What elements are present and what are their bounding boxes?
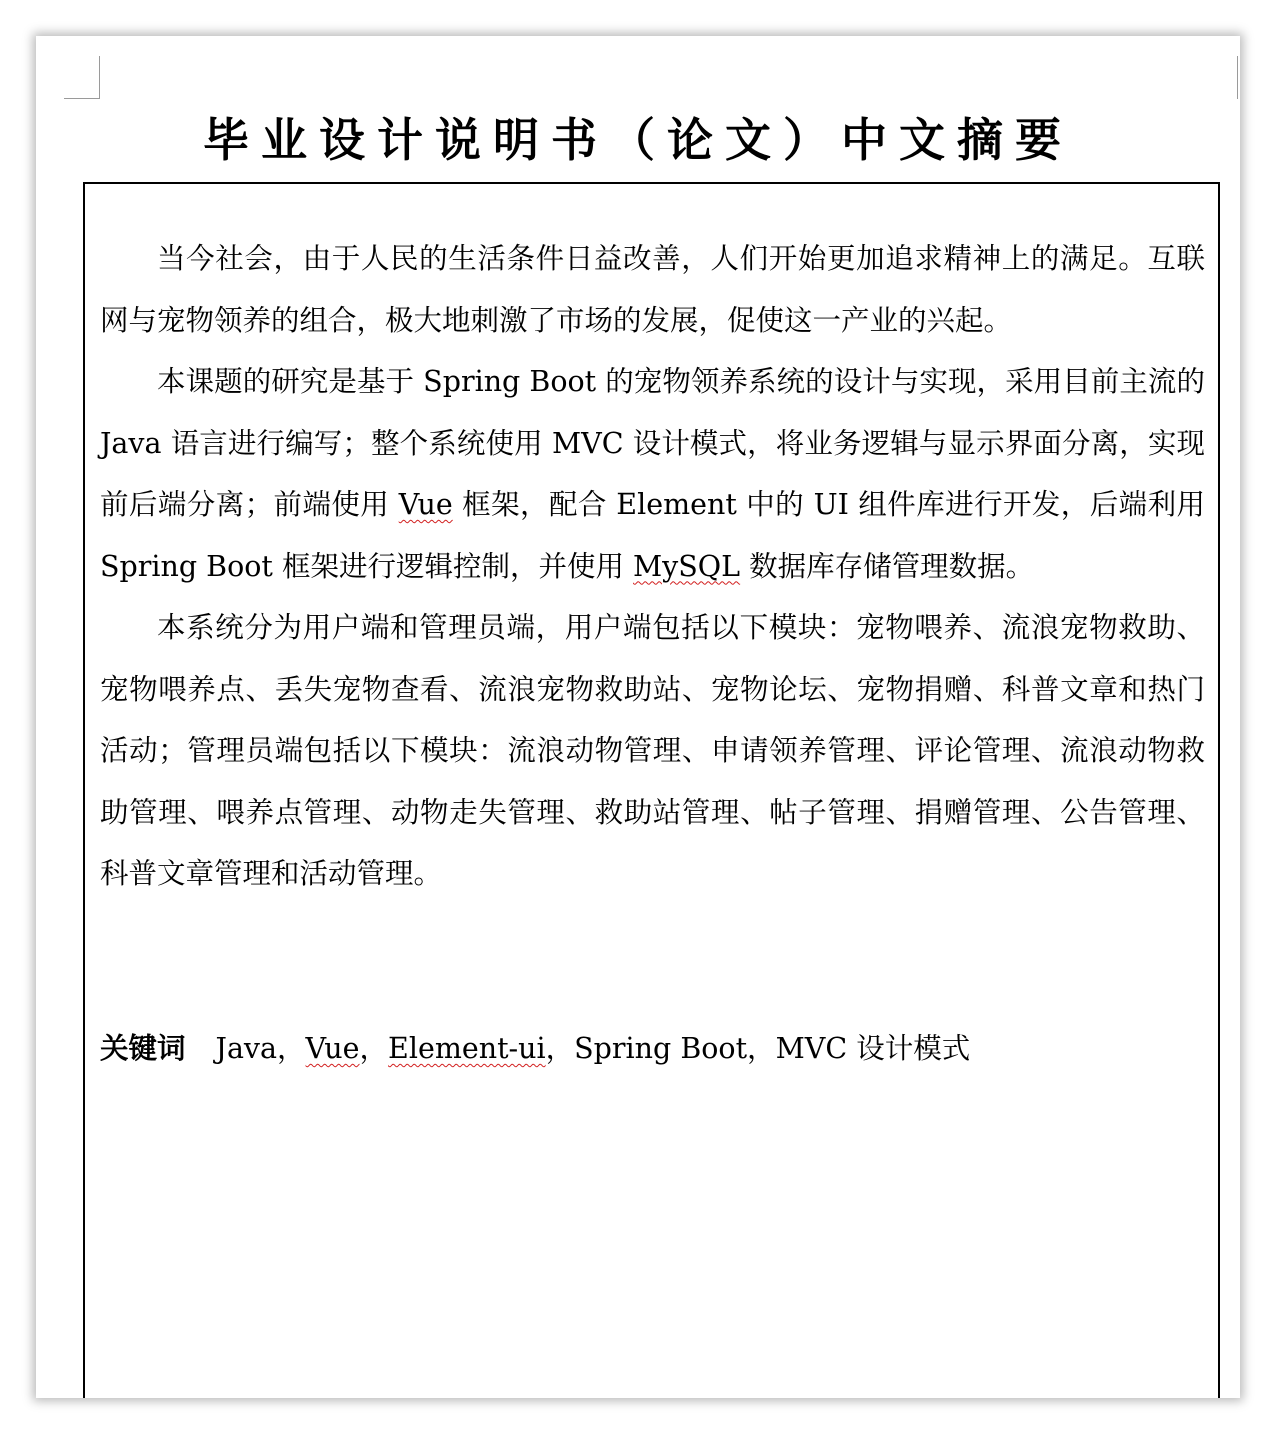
keyword-spring-boot: Spring Boot — [574, 1032, 748, 1065]
abstract-frame — [83, 182, 1220, 1398]
spellcheck-word-vue[interactable]: Vue — [398, 488, 453, 521]
keyword-vue[interactable]: Vue — [305, 1032, 360, 1065]
paragraph-2-text-a: 本课题的研究是基于 Spring Boot 的宠物领养系统的设计与实现，采用目前主流的 Java 语言进行编写；整个系统使用 MVC 设计模式，将业务逻辑与显示界面分离，实现前后端分离；前端使用 — [100, 365, 1205, 521]
abstract-paragraph-1[interactable]: 当今社会，由于人民的生活条件日益改善，人们开始更加追求精神上的满足。互联网与宠物领养的组合，极大地刺激了市场的发展，促使这一产业的兴起。 — [100, 242, 1205, 337]
abstract-paragraph-3[interactable]: 本系统分为用户端和管理员端，用户端包括以下模块：宠物喂养、流浪宠物救助、宠物喂养点、丢失宠物查看、流浪宠物救助站、宠物论坛、宠物捐赠、科普文章和热门活动；管理员端包括以下模块：流浪动物管理、申请领养管理、评论管理、流浪动物救助管理、喂养点管理、动物走失管理、救助站管理、帖子管理、捐赠管理、公告管理、科普文章管理和活动管理。 — [100, 611, 1205, 890]
keyword-mvc: MVC 设计模式 — [775, 1032, 971, 1065]
keyword-java: Java — [215, 1032, 278, 1065]
keyword-separator: ， — [277, 1032, 306, 1065]
keyword-element-ui[interactable]: Element-ui — [388, 1032, 546, 1065]
paragraph-2-text-b: 框架，配合 Element 中的 UI 组件库进行开发，后端利用 Spring Boot 框架进行逻辑控制，并使用 — [100, 488, 1205, 583]
abstract-body[interactable] — [100, 228, 1205, 905]
keywords-line[interactable] — [100, 1018, 970, 1080]
abstract-paragraph-2[interactable] — [100, 351, 1205, 597]
spellcheck-word-mysql[interactable]: MySQL — [633, 549, 741, 583]
keywords-label: 关键词 — [100, 1032, 186, 1065]
corner-crop-mark-right — [1237, 56, 1240, 99]
paragraph-2-text-c: 数据库存储管理数据。 — [740, 549, 1035, 583]
corner-crop-mark-left — [64, 56, 100, 99]
keyword-separator: ， — [747, 1032, 776, 1065]
document-page — [36, 36, 1240, 1398]
keyword-separator: ， — [359, 1032, 389, 1065]
keyword-separator: ， — [545, 1032, 575, 1065]
page-title: 毕业设计说明书（论文）中文摘要 — [203, 113, 1073, 167]
